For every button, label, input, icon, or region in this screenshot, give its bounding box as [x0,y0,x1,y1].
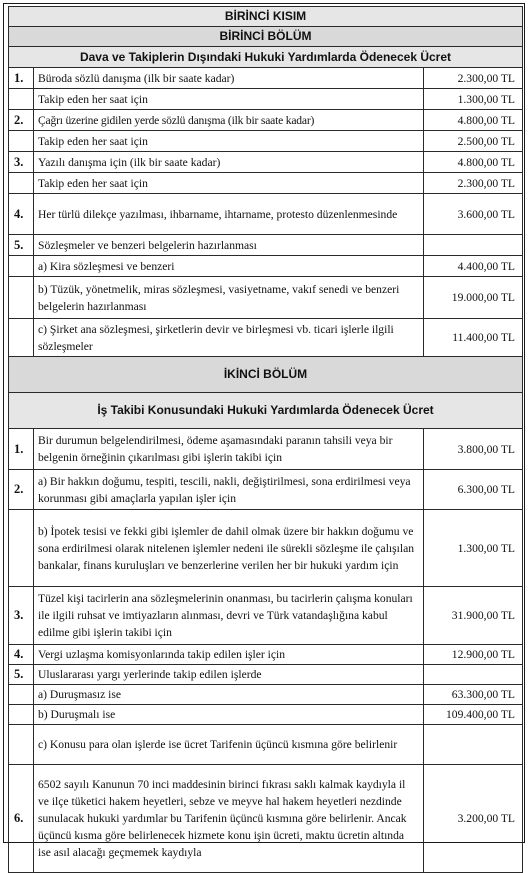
table-row [9,725,523,765]
row-description: c) Şirket ana sözleşmesi, şirketlerin devir ve birleşmesi vb. ticari işlerle ilgili sözleşmeler [34,319,424,357]
table-row [9,765,523,873]
row-amount [424,725,523,765]
row-amount [424,665,523,685]
table-row [9,89,523,110]
row-amount: 3.800,00 TL [424,429,523,470]
row-number: 3. [9,587,34,645]
row-description: Her türlü dilekçe yazılması, ihbarname, ihtarname, protesto düzenlenmesinde [34,194,424,235]
table-row [9,235,523,256]
row-amount [424,235,523,256]
row-description: Bir durumun belgelendirilmesi, ödeme aşamasındaki paranın tahsili veya bir belgenin örneğinin çıkarılması gibi işlerin takibi için [34,429,424,470]
row-number [9,256,34,277]
row-number: 2. [9,110,34,131]
row-amount: 31.900,00 TL [424,587,523,645]
table-row [9,429,523,470]
row-amount: 19.000,00 TL [424,277,523,319]
row-description: 6502 sayılı Kanunun 70 inci maddesinin birinci fıkrası saklı kalmak kaydıyla il ve ilçe tüketici hakem heyetleri, sebze ve meyve hal hakem heyetleri nezdinde sunulacak hukuki yardımlar bu Tarifenin üçüncü kısmına göre belirlenir. Ancak üçüncü kısma göre belirlenecek hizmete konu işin ücreti, maktu ücretin altında ise asıl alacağı geçmemek kaydıyla [34,765,424,873]
row-description: Uluslararası yargı yerlerinde takip edilen işlerde [34,665,424,685]
row-description: Vergi uzlaşma komisyonlarında takip edilen işler için [34,645,424,665]
row-amount: 63.300,00 TL [424,685,523,705]
row-description: Takip eden her saat için [34,173,424,194]
table-row [9,68,523,89]
row-amount: 4.800,00 TL [424,110,523,131]
section-title: BİRİNCİ BÖLÜM [9,27,523,47]
table-row [9,665,523,685]
table-row [9,256,523,277]
row-description: b) Duruşmalı ise [34,705,424,725]
table-row [9,277,523,319]
table-row [9,685,523,705]
table-row [9,110,523,131]
row-description: Tüzel kişi tacirlerin ana sözleşmelerinin onanması, bu tacirlerin çalışma konuları ile ilgili ruhsat ve imtiyazların alınması, devri ve Türk vatandaşlığına kabul edilme gibi işlerin takibi için [34,587,424,645]
table-row [9,470,523,510]
row-amount: 2.500,00 TL [424,131,523,152]
section-title: İKİNCİ BÖLÜM [9,357,523,393]
row-amount: 109.400,00 TL [424,705,523,725]
table-row [9,173,523,194]
row-number [9,131,34,152]
row-description: a) Bir hakkın doğumu, tespiti, tescili, nakli, değiştirilmesi, sona erdirilmesi veya korunması gibi amaçlarla yapılan işler için [34,470,424,510]
row-number [9,705,34,725]
row-number [9,277,34,319]
row-number [9,725,34,765]
row-description: Çağrı üzerine gidilen yerde sözlü danışma (ilk bir saate kadar) [34,110,424,131]
row-amount: 6.300,00 TL [424,470,523,510]
row-amount: 2.300,00 TL [424,173,523,194]
table-row [9,319,523,357]
section-subtitle: İş Takibi Konusundaki Hukuki Yardımlarda Ödenecek Ücret [9,393,523,429]
row-amount: 4.400,00 TL [424,256,523,277]
row-amount: 12.900,00 TL [424,645,523,665]
row-number: 2. [9,470,34,510]
row-number [9,510,34,587]
row-number: 1. [9,68,34,89]
table-row [9,131,523,152]
row-description: a) Kira sözleşmesi ve benzeri [34,256,424,277]
row-number: 5. [9,665,34,685]
row-amount: 1.300,00 TL [424,510,523,587]
row-description: a) Duruşmasız ise [34,685,424,705]
row-amount: 1.300,00 TL [424,89,523,110]
row-description: b) Tüzük, yönetmelik, miras sözleşmesi, vasiyetname, vakıf senedi ve benzeri belgelerin hazırlanması [34,277,424,319]
row-amount: 3.200,00 TL [424,765,523,873]
row-number [9,89,34,110]
table-row [9,587,523,645]
row-description: Sözleşmeler ve benzeri belgelerin hazırlanması [34,235,424,256]
row-number: 6. [9,765,34,873]
row-amount: 11.400,00 TL [424,319,523,357]
table-row [9,510,523,587]
row-number [9,173,34,194]
table-row [9,705,523,725]
table-row [9,645,523,665]
row-description: b) İpotek tesisi ve fekki gibi işlemler de dahil olmak üzere bir hakkın doğumu ve sona erdirilmesi olarak nitelenen işlemler nedeni ile sürekli sözleşme ile çalışılan bankalar, finans kuruluşları ve benzerlerine verilen her bir hukuki yardım için [34,510,424,587]
row-number: 1. [9,429,34,470]
fee-tariff-table [8,6,523,873]
row-description: Yazılı danışma için (ilk bir saate kadar) [34,152,424,173]
section-subtitle: Dava ve Takiplerin Dışındaki Hukuki Yardımlarda Ödenecek Ücret [9,47,523,68]
row-number: 4. [9,645,34,665]
row-number [9,319,34,357]
row-number: 5. [9,235,34,256]
row-description: Takip eden her saat için [34,131,424,152]
row-amount: 4.800,00 TL [424,152,523,173]
table-row [9,194,523,235]
row-amount: 2.300,00 TL [424,68,523,89]
row-description: Büroda sözlü danışma (ilk bir saate kadar) [34,68,424,89]
part-title: BİRİNCİ KISIM [9,7,523,27]
row-description: c) Konusu para olan işlerde ise ücret Tarifenin üçüncü kısmına göre belirlenir [34,725,424,765]
row-number [9,685,34,705]
row-number: 4. [9,194,34,235]
row-number: 3. [9,152,34,173]
table-row [9,152,523,173]
row-description: Takip eden her saat için [34,89,424,110]
row-amount: 3.600,00 TL [424,194,523,235]
